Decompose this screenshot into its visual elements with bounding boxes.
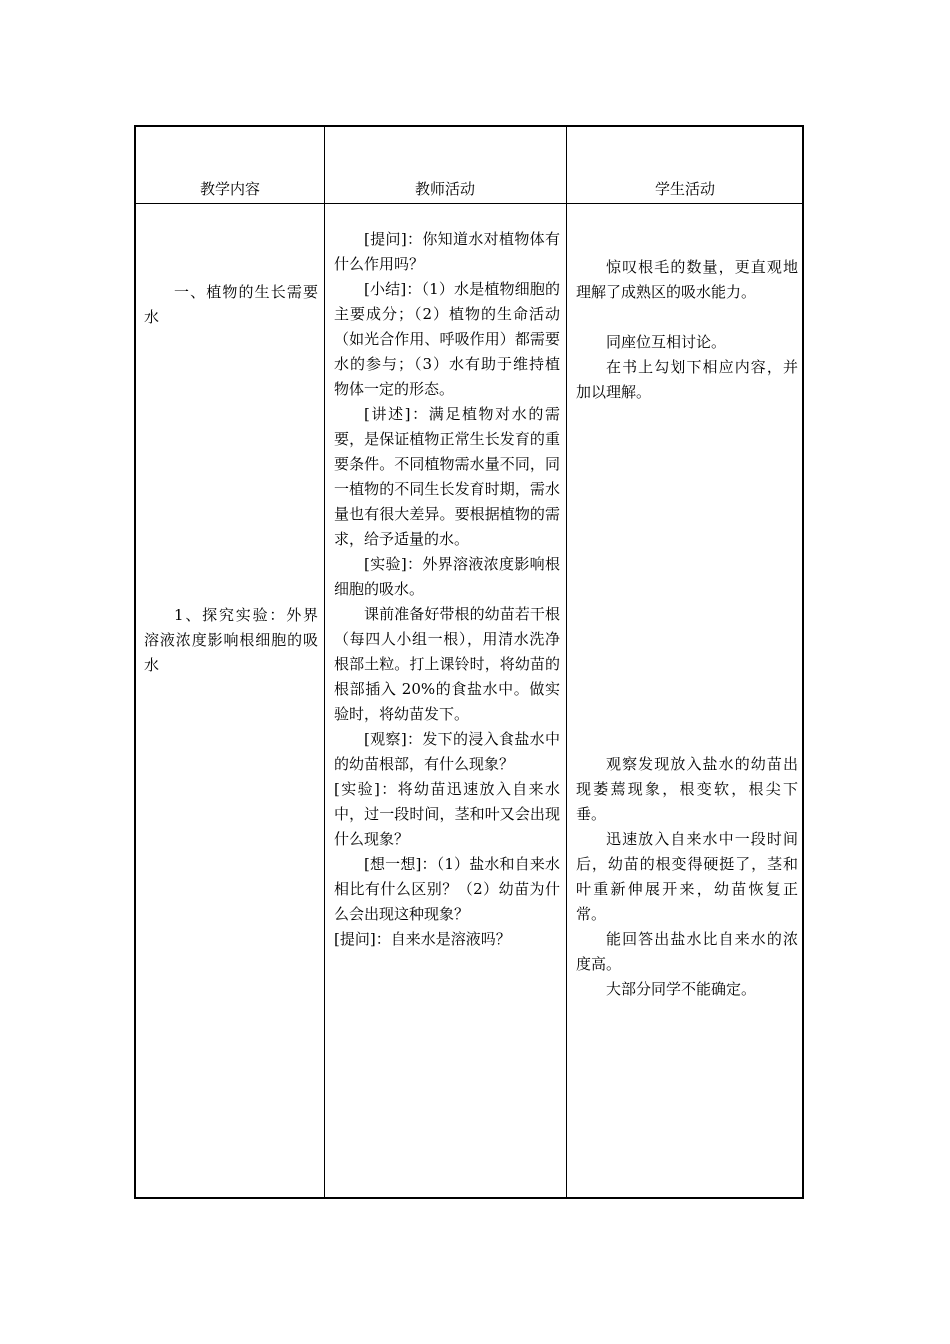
header-divider: [136, 203, 802, 204]
teacher-preparation: 课前准备好带根的幼苗若干根（每四人小组一根），用清水洗净根部土粒。打上课铃时，将幼苗的根部插入 20%的食盐水中。做实验时，将幼苗发下。: [334, 605, 560, 723]
student-activity-upper: [576, 255, 798, 405]
content-topic-2: 1、探究实验：外界溶液浓度影响根细胞的吸水: [144, 606, 318, 674]
teacher-observe: [观察]：发下的浸入食盐水中的幼苗根部，有什么现象？: [334, 730, 560, 773]
content-topic-1: 一、植物的生长需要水: [144, 283, 318, 326]
teacher-summary: [小结]：（1）水是植物细胞的主要成分；（2）植物的生命活动（如光合作用、呼吸作用）都需要水的参与；（3）水有助于维持植物体一定的形态。: [334, 280, 560, 398]
student-activity-lower: [576, 752, 798, 1002]
teacher-question-1: [提问]：你知道水对植物体有什么作用吗？: [334, 230, 560, 273]
student-response-6: 能回答出盐水比自来水的浓度高。: [576, 930, 798, 973]
student-response-5: 迅速放入自来水中一段时间后，幼苗的根变得硬挺了，茎和叶重新伸展开来，幼苗恢复正常。: [576, 830, 798, 923]
teacher-experiment-1: [实验]：外界溶液浓度影响根细胞的吸水。: [334, 555, 560, 598]
student-response-1: 惊叹根毛的数量，更直观地理解了成熟区的吸水能力。: [576, 258, 798, 301]
teacher-think: [想一想]：（1）盐水和自来水相比有什么区别？（2）幼苗为什么会出现这种现象？: [334, 855, 560, 923]
header-student-activity: 学生活动: [654, 180, 715, 198]
student-response-3: 在书上勾划下相应内容，并加以理解。: [576, 358, 798, 401]
teacher-narration: [讲述]：满足植物对水的需要，是保证植物正常生长发育的重要条件。不同植物需水量不同，同一植物的不同生长发育时期，需水量也有很大差异。要根据植物的需求，给予适量的水。: [334, 405, 560, 548]
column-divider: [566, 127, 567, 1197]
teacher-experiment-2: [实验]：将幼苗迅速放入自来水中，过一段时间，茎和叶又会出现什么现象？: [334, 780, 560, 848]
teacher-activity-text: [334, 227, 560, 952]
header-teaching-content: 教学内容: [199, 180, 260, 198]
lesson-plan-table: [134, 125, 804, 1199]
teacher-question-2: [提问]：自来水是溶液吗？: [334, 930, 511, 948]
header-teacher-activity: 教师活动: [414, 180, 475, 198]
column-divider: [324, 127, 325, 1197]
student-response-4: 观察发现放入盐水的幼苗出现萎蔫现象，根变软，根尖下垂。: [576, 755, 798, 823]
student-response-2: 同座位互相讨论。: [606, 333, 727, 351]
student-response-7: 大部分同学不能确定。: [606, 980, 757, 998]
